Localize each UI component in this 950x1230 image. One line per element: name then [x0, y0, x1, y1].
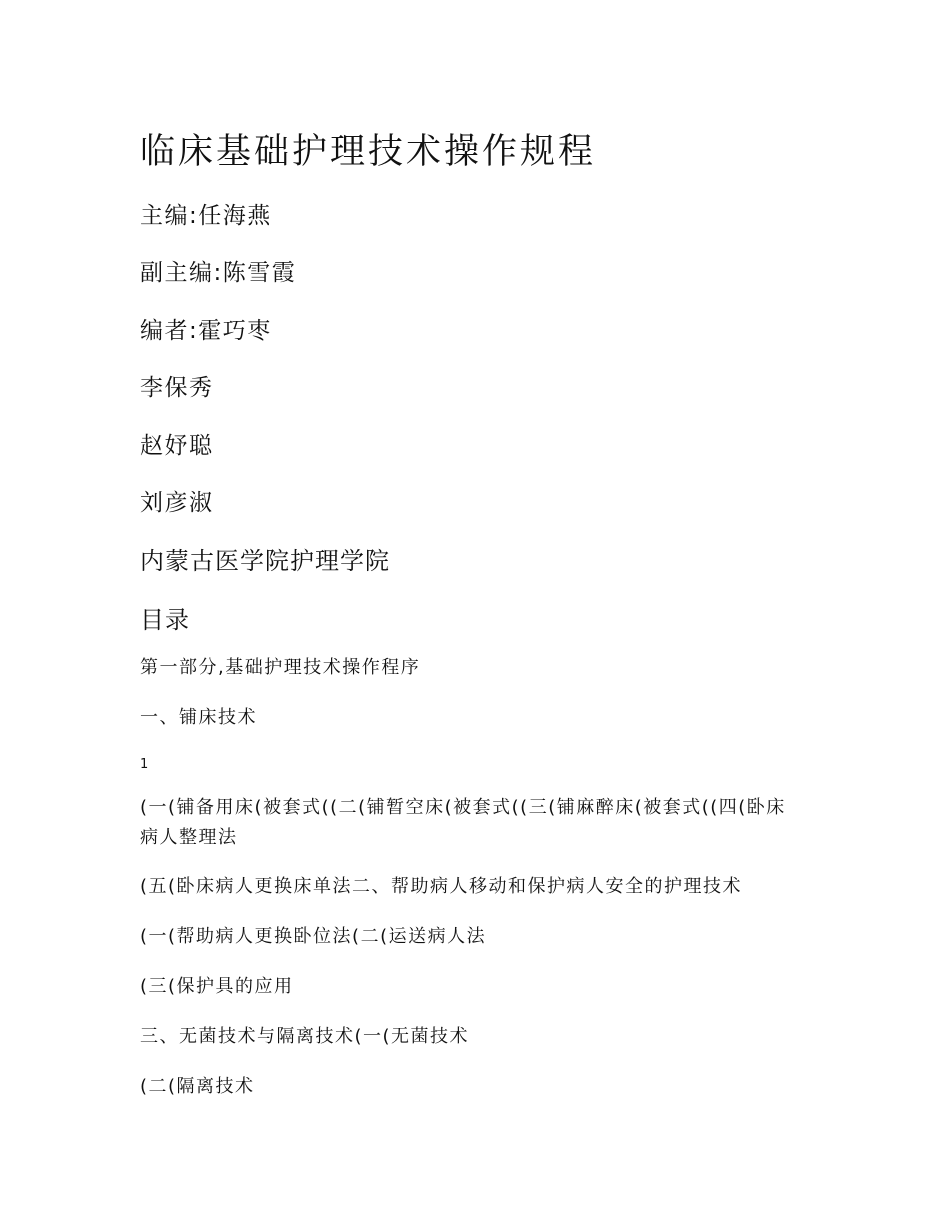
editor-name: 李保秀	[140, 375, 214, 401]
editor-name: 刘彦淑	[140, 490, 214, 516]
institution: 内蒙古医学院护理学院	[140, 547, 390, 575]
deputy-editor: 副主编:陈雪霞	[140, 260, 297, 286]
toc-page-number: 1	[140, 757, 150, 772]
toc-entry: (三(保护具的应用	[140, 976, 294, 997]
toc-entry: (一(铺备用床(被套式((二(铺暂空床(被套式((三(铺麻醉床(被套式((四(卧床病人整理法	[140, 797, 786, 848]
toc-entry: 第一部分,基础护理技术操作程序	[140, 657, 421, 678]
editor-name: 赵妤聪	[140, 433, 214, 459]
toc-heading: 目录	[140, 606, 190, 634]
toc-entry: (五(卧床病人更换床单法二、帮助病人移动和保护病人安全的护理技术	[140, 876, 743, 897]
toc-entry: (一(帮助病人更换卧位法(二(运送病人法	[140, 926, 487, 947]
document-title: 临床基础护理技术操作规程	[140, 132, 597, 172]
toc-entry: 一、铺床技术	[140, 707, 257, 728]
chief-editor: 主编:任海燕	[140, 203, 272, 229]
toc-entry: (二(隔离技术	[140, 1076, 255, 1097]
editors-line: 编者:霍巧枣	[140, 318, 272, 344]
toc-entry: 三、无菌技术与隔离技术(一(无菌技术	[140, 1026, 470, 1047]
